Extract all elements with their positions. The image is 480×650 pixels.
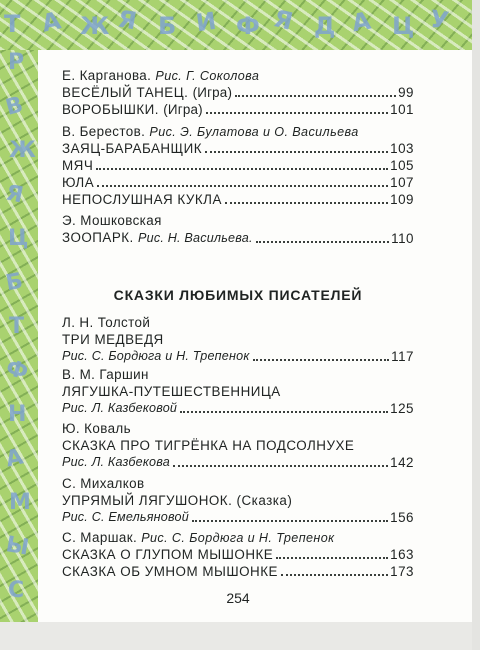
decor-letter: Д xyxy=(314,12,336,40)
author-name: С. Маршак. xyxy=(62,530,138,545)
page-ref: 163 xyxy=(390,547,414,562)
decor-letter: Ц xyxy=(392,12,415,40)
author-name: Л. Н. Толстой xyxy=(62,315,151,330)
section-heading: СКАЗКИ ЛЮБИМЫХ ПИСАТЕЛЕЙ xyxy=(113,287,363,303)
work-title[interactable]: ТРИ МЕДВЕДЯ xyxy=(62,332,164,347)
author-name: Э. Мошковская xyxy=(62,213,162,228)
decor-letter: Я xyxy=(270,4,296,36)
dot-leader xyxy=(206,112,388,114)
page-number: 254 xyxy=(226,590,250,606)
author-line xyxy=(62,314,414,331)
dot-leader xyxy=(225,202,388,204)
decor-letter: Б xyxy=(158,12,177,40)
page-ref: 101 xyxy=(390,102,414,117)
author-line xyxy=(62,475,414,492)
dot-leader xyxy=(281,574,388,576)
toc-entry[interactable] xyxy=(62,400,414,417)
decor-letter: В xyxy=(3,92,26,121)
work-title[interactable]: ЛЯГУШКА-ПУТЕШЕСТВЕННИЦА xyxy=(62,384,281,399)
page-ref: 117 xyxy=(391,349,414,364)
dot-leader xyxy=(192,520,388,522)
toc-entry[interactable] xyxy=(62,101,414,118)
author-line xyxy=(62,123,414,141)
page-ref: 142 xyxy=(390,455,414,470)
entry-title: ЮЛА xyxy=(62,175,95,190)
toc-entry[interactable] xyxy=(62,546,414,563)
decor-letter: Ы xyxy=(4,532,31,561)
dot-leader xyxy=(235,95,396,97)
author-name: В. М. Гаршин xyxy=(62,367,149,382)
entry-suffix: (Игра) xyxy=(163,102,203,117)
author-line xyxy=(62,212,414,229)
entry-suffix: (Сказка) xyxy=(236,493,293,508)
illustrator-credit: Рис. Э. Булатова и О. Васильева xyxy=(149,125,359,139)
decor-letter: А xyxy=(3,444,26,473)
decor-letter: Я xyxy=(3,180,26,209)
author-name: В. Берестов. xyxy=(62,124,146,139)
entry-title: СКАЗКА ОБ УМНОМ МЫШОНКЕ xyxy=(62,564,278,579)
page-ref: 173 xyxy=(390,564,414,579)
page-bottom-edge xyxy=(0,622,480,650)
decor-letter: А xyxy=(39,6,64,38)
page-right-edge xyxy=(472,0,480,650)
author-name: С. Михалков xyxy=(62,476,145,491)
illustrator-credit: Рис. Н. Васильева. xyxy=(138,231,253,245)
decor-letter: И xyxy=(194,6,218,38)
author-line xyxy=(62,529,414,547)
author-name: Ю. Коваль xyxy=(62,421,132,436)
toc-entry[interactable] xyxy=(62,140,414,157)
entry-title: ЗООПАРК. xyxy=(62,230,134,245)
work-title[interactable]: СКАЗКА ПРО ТИГРЁНКА НА ПОДСОЛНУХЕ xyxy=(62,438,355,453)
entry-title: ВЕСЁЛЫЙ ТАНЕЦ. xyxy=(62,85,189,100)
dot-leader xyxy=(180,411,388,413)
illustrator-credit: Рис. С. Бордюга и Н. Трепенок xyxy=(141,531,335,545)
dot-leader xyxy=(256,241,389,243)
dot-leader xyxy=(97,185,388,187)
toc-entry[interactable] xyxy=(62,348,414,365)
decor-letter: Ж xyxy=(80,12,110,40)
decor-letter: Т xyxy=(9,314,25,339)
toc-entry[interactable] xyxy=(62,157,414,174)
decor-letter: А xyxy=(349,6,373,38)
dot-leader xyxy=(205,151,388,153)
decor-letter: Ф xyxy=(3,355,31,386)
author-name: Е. Карганова. xyxy=(62,68,152,83)
toc-entry[interactable] xyxy=(62,229,414,247)
decor-letter: У xyxy=(428,4,451,36)
illustrator-credit: Рис. Г. Соколова xyxy=(155,69,260,83)
illustrator-credit: Рис. С. Емельяновой xyxy=(62,510,189,524)
page-ref: 109 xyxy=(390,192,414,207)
toc-entry[interactable] xyxy=(62,191,414,208)
decor-letter: Ц xyxy=(8,226,29,251)
entry-title: НЕПОСЛУШНАЯ КУКЛА xyxy=(62,192,222,207)
illustrator-credit: Рис. Л. Казбекова xyxy=(62,455,170,469)
decor-letter: Б xyxy=(3,268,25,297)
toc-entry[interactable] xyxy=(62,174,414,191)
page-ref: 99 xyxy=(398,85,414,100)
decor-letter: М xyxy=(9,490,31,515)
decorative-left-border xyxy=(0,50,38,630)
page-ref: 125 xyxy=(390,401,414,416)
decor-letter: Р xyxy=(8,50,25,75)
decor-letter: Н xyxy=(8,402,27,427)
author-line xyxy=(62,67,414,85)
decor-letter: Я xyxy=(115,4,139,36)
entry-title: СКАЗКА О ГЛУПОМ МЫШОНКЕ xyxy=(62,547,274,562)
entry-title: ВОРОБЫШКИ. xyxy=(62,102,160,117)
dot-leader xyxy=(173,465,388,467)
author-line xyxy=(62,366,414,383)
toc-entry[interactable] xyxy=(62,509,414,526)
page-ref: 105 xyxy=(390,158,414,173)
entry-suffix: (Игра) xyxy=(192,85,233,100)
entry-title: МЯЧ xyxy=(62,158,94,173)
decor-letter: С xyxy=(8,578,25,603)
entry-title: ЗАЯЦ-БАРАБАНЩИК xyxy=(62,141,203,156)
decor-letter: Т xyxy=(4,10,21,38)
dot-leader xyxy=(276,557,388,559)
illustrator-credit: Рис. С. Бордюга и Н. Трепенок xyxy=(62,349,250,363)
page-ref: 103 xyxy=(390,141,414,156)
decor-letter: Ф xyxy=(236,12,260,40)
page-ref: 107 xyxy=(390,175,414,190)
dot-leader xyxy=(253,359,390,361)
decorative-top-border xyxy=(0,0,480,50)
toc-entry[interactable] xyxy=(62,84,414,101)
work-title-text: УПРЯМЫЙ ЛЯГУШОНОК. xyxy=(62,493,233,508)
author-line xyxy=(62,420,414,437)
decor-letter: Ж xyxy=(9,138,36,163)
toc-entry[interactable] xyxy=(62,563,414,580)
work-title[interactable] xyxy=(62,492,414,509)
page-ref: 110 xyxy=(391,231,414,246)
illustrator-credit: Рис. Л. Казбековой xyxy=(62,401,178,415)
dot-leader xyxy=(96,168,388,170)
page-ref: 156 xyxy=(390,510,414,525)
toc-entry[interactable] xyxy=(62,454,414,471)
